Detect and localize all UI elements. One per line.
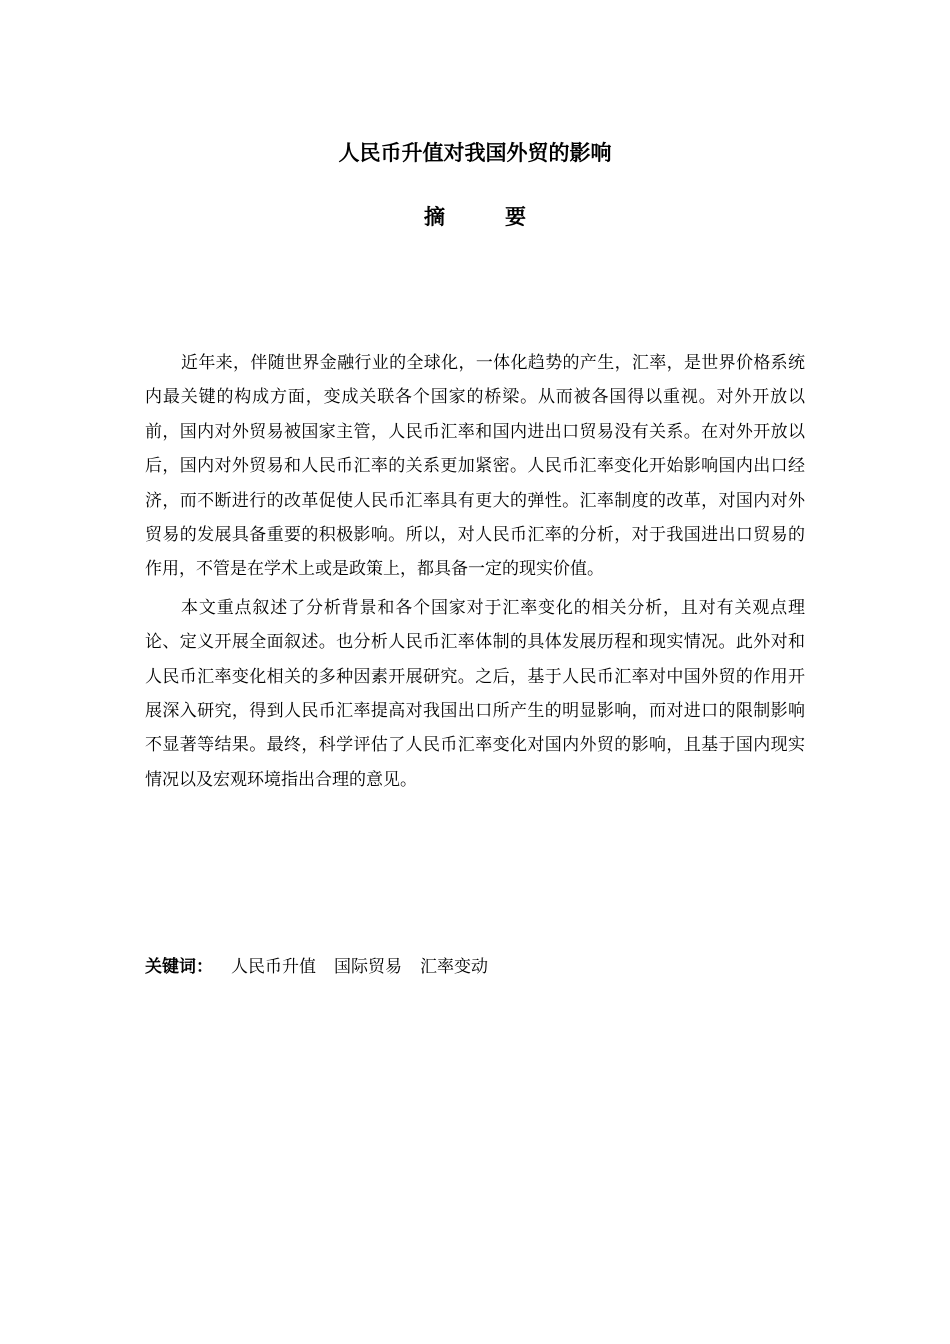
keywords-label: 关键词： [145,957,213,977]
abstract-paragraph: 近年来，伴随世界金融行业的全球化，一体化趋势的产生，汇率，是世界价格系统内最关键的构成方面，变成关联各个国家的桥梁。从而被各国得以重视。对外开放以前，国内对外贸易被国家主管，人民币汇率和国内进出口贸易没有关系。在对外开放以后，国内对外贸易和人民币汇率的关系更加紧密。人民币汇率变化开始影响国内出口经济，而不断进行的改革促使人民币汇率具有更大的弹性。汇率制度的改革，对国内对外贸易的发展具备重要的积极影响。所以，对人民币汇率的分析，对于我国进出口贸易的作用，不管是在学术上或是政策上，都具备一定的现实价值。 [145,353,805,580]
keywords-line [145,954,805,980]
abstract-paragraph: 本文重点叙述了分析背景和各个国家对于汇率变化的相关分析，且对有关观点理论、定义开展全面叙述。也分析人民币汇率体制的具体发展历程和现实情况。此外对和人民币汇率变化相关的多种因素开展研究。之后，基于人民币汇率对中国外贸的作用开展深入研究，得到人民币汇率提高对我国出口所产生的明显影响，而对进口的限制影响不显著等结果。最终，科学评估了人民币汇率变化对国内外贸的影响，且基于国内现实情况以及宏观环境指出合理的意见。 [145,597,805,790]
keyword: 国际贸易 [334,957,402,977]
document-title: 人民币升值对我国外贸的影响 [338,141,612,165]
keyword: 人民币升值 [231,957,316,977]
abstract-body [145,346,805,801]
keyword: 汇率变动 [420,957,488,977]
abstract-heading: 摘要 [424,205,586,229]
